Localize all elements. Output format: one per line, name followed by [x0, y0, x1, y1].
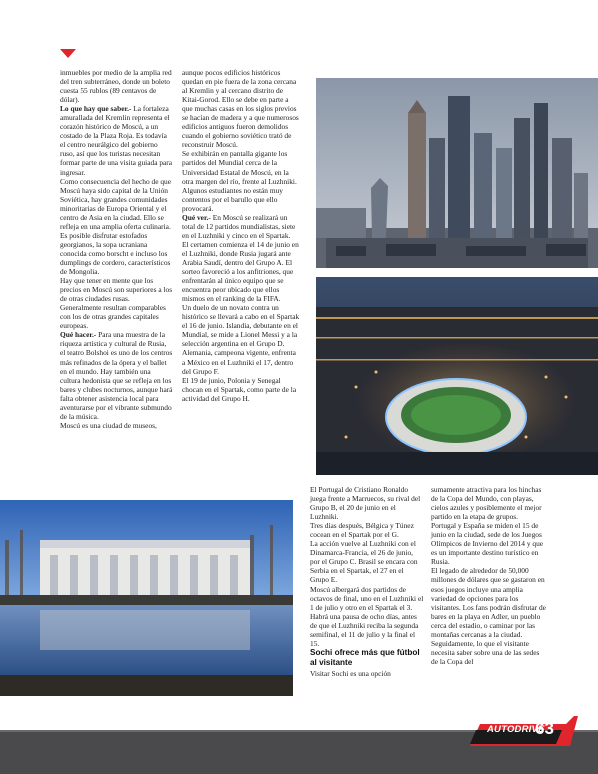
paragraph: [60, 68, 173, 104]
paragraph: [431, 485, 547, 521]
paragraph-text: El 19 de junio, Polonia y Senegal chocan en el Spartak, como parte de la actividad del Grupo H.: [182, 375, 297, 403]
paragraph: Visitar Sochi es una opción: [310, 668, 391, 678]
paragraph: [60, 231, 173, 276]
paragraph: [182, 68, 300, 149]
paragraph: [60, 330, 173, 420]
paragraph-text: Moscú albergará dos partidos de octavos de final, uno en el Luzhniki el 1 de julio y otro en el Spartak el 3. Habrá una pausa de ocho días, antes de que el Luzhniki reciba la segunda semifinal, el 11 de julio y la final el 15.: [310, 584, 424, 648]
paragraph-text: Un duelo de un novato contra un histórico se llevará a cabo en el Spartak el 16 de junio. Islandia, debutante en el Mundial, se mide a Lionel Messi y a la selección argentina en el Grupo D. Alemania, campeona vigente, enfrenta a México en el Luzhniki el 17, dentro del Grupo F.: [182, 303, 300, 376]
text-column-3: [310, 485, 424, 678]
paragraph-text: sumamente atractiva para los hinchas de la Copa del Mundo, con playas, cielos azules y posiblemente el mejor partido en la etapa de grupos.: [431, 485, 542, 522]
paragraph-text: Portugal y España se miden el 15 de junio en la ciudad, sede de los Juegos Olímpicos de Invierno del 2014 y que es un importante destino turístico en Rusia.: [431, 521, 544, 567]
paragraph-text: En Moscú se realizará un total de 12 partidos mundialistas, siete en el Luzhniki y cinco en el Spartak.: [182, 212, 296, 240]
paragraph-text: Tres días después, Bélgica y Túnez cocean en el Spartak por el G.: [310, 521, 414, 540]
paragraph: [60, 421, 173, 430]
paragraph-lead: Qué hacer.-: [60, 330, 97, 340]
paragraph: [182, 303, 300, 375]
photo-moscow-city-skyline: [316, 78, 598, 268]
paragraph: [182, 149, 300, 212]
photo-luzhniki-stadium-day-reflection: [0, 500, 293, 696]
paragraph: [431, 639, 547, 666]
paragraph: [310, 521, 424, 539]
brand-name: AUTODRIVE: [487, 724, 545, 735]
paragraph-text: La acción vuelve al Luzhniki con el Dinamarca-Francia, el 26 de junio, por el Grupo C. Brasil se encara con Serbia en el Spartak, el 27 en el Grupo E.: [310, 539, 418, 585]
paragraph-text: Seguidamente, lo que el visitante necesita saber sobre una de las sedes de la Copa del: [431, 638, 540, 666]
paragraph-text: El Portugal de Cristiano Ronaldo juega frente a Marruecos, su rival del Grupo B, el 20 de junio en el Luzhniki.: [310, 485, 421, 522]
paragraph-text: Hay que tener en mente que los precios en Moscú son superiores a los de otras ciudades rusas. Generalmente resultan comparables con los de otras grandes capitales europeas.: [60, 276, 173, 331]
paragraph-text: La fortaleza amurallada del Kremlin representa el corazón histórico de Moscú, a un costado de la Plaza Roja. Es todavía el centro neurálgico del gobierno ruso, así que los turistas necesitan formar parte de una visita guiada para ingresar.: [60, 104, 173, 177]
paragraph-lead: Qué ver.-: [182, 212, 211, 222]
section-marker-triangle: [60, 49, 76, 58]
paragraph-text: El certamen comienza el 14 de junio en el Luzhniki, donde Rusia jugará ante Arabia Saudí, dentro del Grupo A. El sorteo favoreció a los anfitriones, que enfrentarán al único equipo que se encuentra peor ubicado que ellos mismos en el ranking de la FIFA.: [182, 239, 299, 304]
text-column-4: [431, 485, 547, 666]
paragraph-lead: Lo que hay que saber.-: [60, 104, 132, 114]
paragraph: [310, 539, 424, 584]
paragraph: [431, 521, 547, 566]
paragraph: [182, 376, 300, 403]
page-number: 63: [535, 719, 554, 738]
paragraph-text: aunque pocos edificios históricos quedan en pie fuera de la zona cercana al Kremlin y al cercano distrito de Kitai-Gorod. Ello se debe en parte a que muchas casas en los siglos previos se hacían de madera y a que numerosos edificios antiguos fueron demolidos cuando el gobierno soviético trató de reconstruir Moscú.: [182, 68, 299, 150]
paragraph: [182, 213, 300, 240]
text-column-1: [60, 68, 173, 430]
paragraph-text: Como consecuencia del hecho de que Moscú haya sido capital de la Unión Soviética, hay grandes comunidades minoritarias de Europa Oriental y el centro de Asia en la ciudad. Ello se refleja en una amplia oferta culinaria.: [60, 176, 172, 231]
text-column-2: [182, 68, 300, 403]
paragraph: [310, 485, 424, 521]
paragraph-text: Para una muestra de la riqueza artística y cultural de Rusia, el teatro Bolshoi es uno de los centros más refinados de la ópera y el ballet en el mundo. Hay también una cultura hedonista que se refleja en los bares y clubes nocturnos, aunque hará falta obtener asistencia local para aventurarse por el vibrante submundo de la música.: [60, 330, 173, 421]
photo-luzhniki-stadium-night: [316, 277, 598, 475]
paragraph-text: Se exhibirán en pantalla gigante los partidos del Mundial cerca de la Universidad Estatal de Moscú, en la otra margen del río, frente al Luzhniki. Algunos estudiantes no están muy contentos por el barullo que ello provocará.: [182, 149, 297, 213]
paragraph: [431, 566, 547, 638]
paragraph: [60, 177, 173, 231]
paragraph: [310, 585, 424, 648]
paragraph-text: inmuebles por medio de la amplia red del tren subterráneo, donde un boleto cuesta 55 rublos (89 centavos de dólar).: [60, 68, 172, 105]
paragraph-text: Moscú es una ciudad de museos,: [60, 420, 157, 430]
paragraph: [60, 104, 173, 176]
paragraph-text: Es posible disfrutar estofados georgianos, la sopa ucraniana conocida como borscht e incluso los dumplings de cordero, característicos de Mongolia.: [60, 230, 171, 277]
paragraph-text: El legado de alrededor de 50,000 millones de dólares que se gastaron en esos juegos incluye una amplia variedad de opciones para los visitantes. Los fans podrán disfrutar de bares en la playa en Adler, un pueblo cerca del estadio, o caminar por las montañas cercanas a la ciudad.: [431, 566, 546, 639]
paragraph: [60, 276, 173, 330]
subheading-sochi: Sochi ofrece más que fútbol al visitante: [310, 647, 420, 668]
paragraph: [182, 240, 300, 303]
